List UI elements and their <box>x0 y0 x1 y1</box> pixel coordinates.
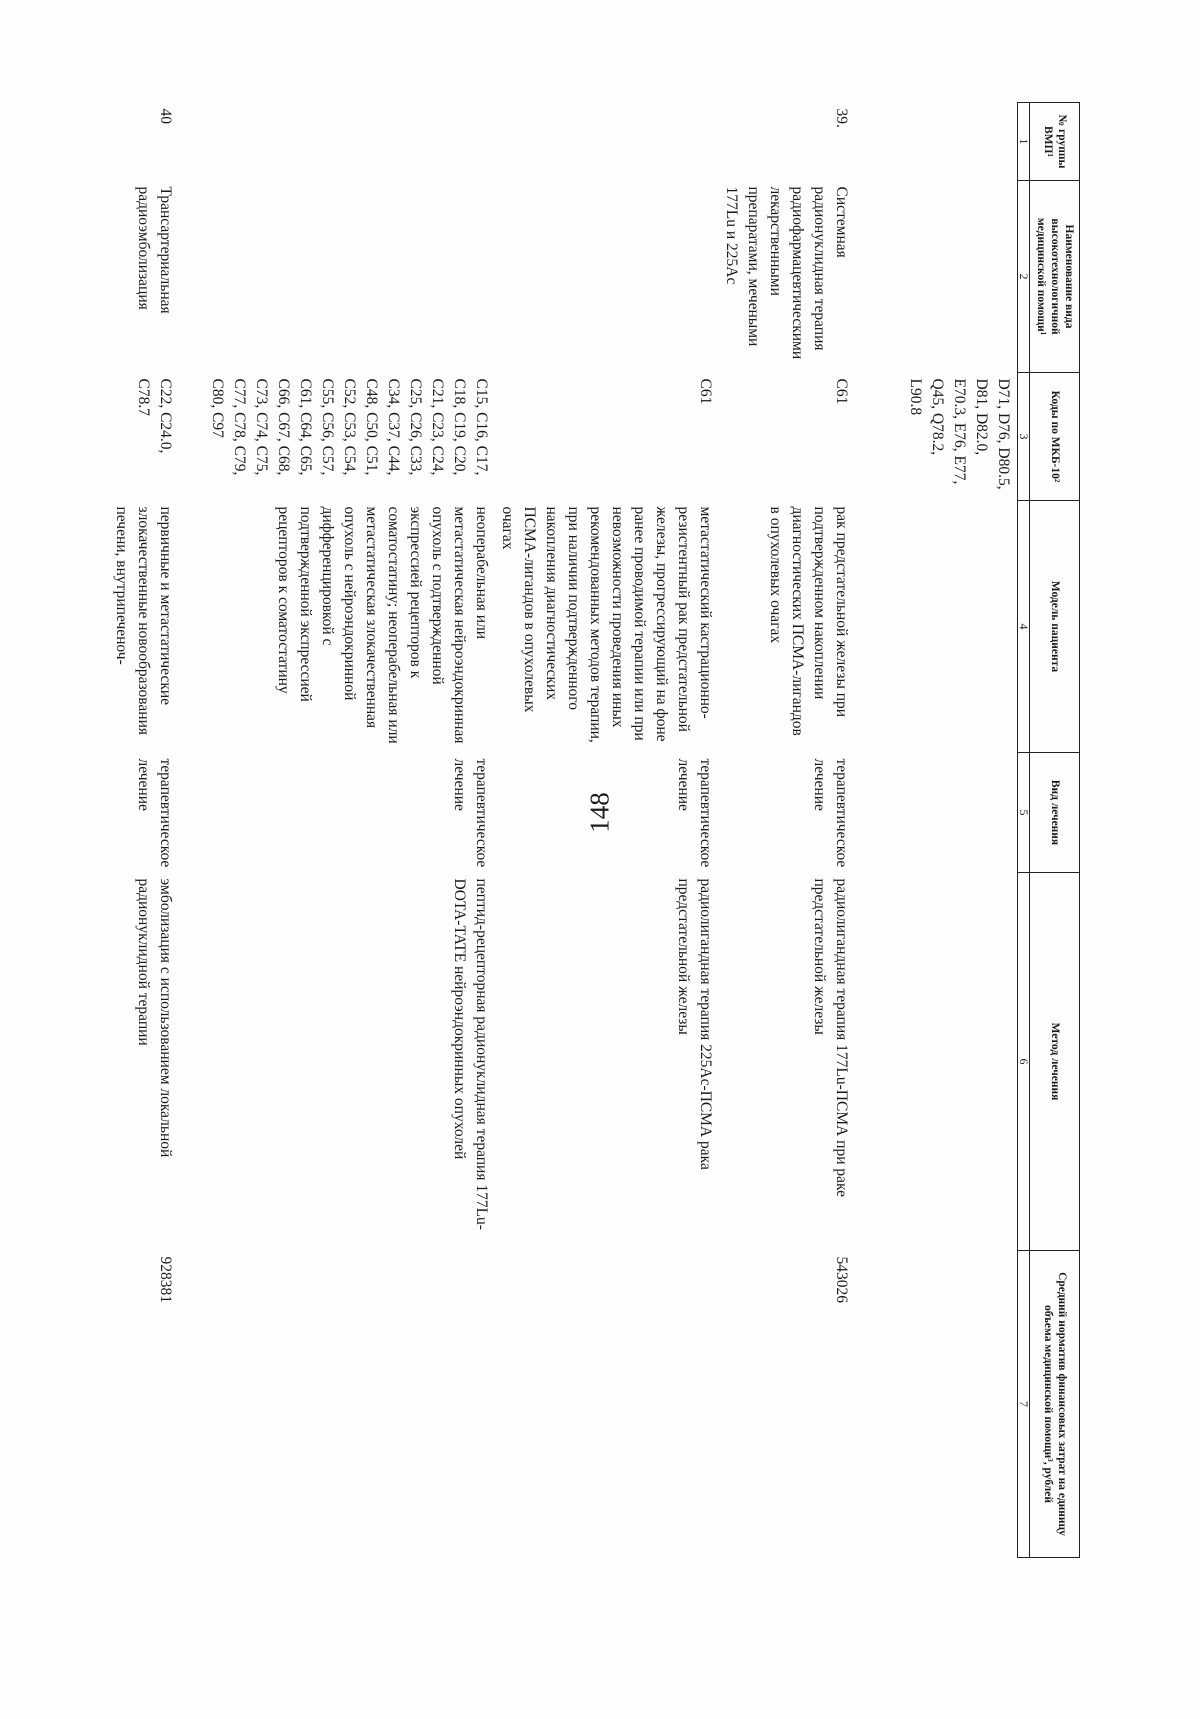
patient-model-cell: первичные и метастатические злокачественные новообразования печени, внутрипеченоч- <box>112 506 174 736</box>
table-row <box>108 103 204 1558</box>
treatment-type-cell: терапевтическое лечение <box>450 758 490 868</box>
column-number: 7 <box>1017 1251 1029 1558</box>
treatment-type-cell: терапевтическое лечение <box>134 758 174 868</box>
icd-codes-cell: C15, C16, C17, C18, C19, C20, C21, C23, C24, C25, C26, C33, C34, C37, C44, C48, C50, C51, C52, C53, C54, C55, C56, C57, C61, C64, C65, C66, C67, C68, C73, C74, C75, C77, C78, C79, C80, C97 <box>208 378 490 476</box>
column-number: 6 <box>1017 873 1029 1251</box>
patient-model-cell: метастатический кастрационно-резистентный рак предстательной железы, прогрессирующий на фоне ранее проводимой терапии или при невозможности проведения иных рекомендованных методов терапии, при наличии подтвержденного накопления диагностических ПСМА-лигандов в опухолевых очагах <box>498 506 714 743</box>
icd-codes-cell: C61 <box>832 378 850 405</box>
header-patient-model: Модель пациента <box>1029 501 1079 753</box>
header-treatment-method: Метод лечения <box>1029 873 1079 1251</box>
page-number: 148 <box>584 792 615 833</box>
header-treatment-type: Вид лечения <box>1029 753 1079 873</box>
column-number: 4 <box>1017 501 1029 753</box>
vmp-table <box>108 102 1080 1558</box>
vmp-name-cell: Системная радионуклидная терапия радиофармацевтическими лекарственными препаратами, мечеными 177Lu и 225Ac <box>722 186 850 360</box>
table-sheet <box>112 102 1080 1557</box>
treatment-method-cell: радиолигандная терапия 177Lu-ПСМА при раке предстательной железы <box>810 878 850 1198</box>
table-row <box>718 103 902 1558</box>
patient-model-cell: неоперабельная или метастатическая нейроэндокринная опухоль с подтвержденной экспрессией рецепторов к соматостатину; неоперабельная или метастатическая злокачественная опухоль с нейроэндокринной дифференцировкой с подтвержденной экспрессией рецепторов к соматостатину <box>274 506 490 744</box>
header-row <box>1029 103 1079 1558</box>
treatment-type-cell: терапевтическое лечение <box>674 758 714 868</box>
column-number: 2 <box>1017 181 1029 373</box>
header-icd-codes: Коды по МКБ-10² <box>1029 373 1079 501</box>
header-cost: Средний норматив финансовых затрат на единицу объема медицинской помощи³, рублей <box>1029 1251 1079 1558</box>
column-number: 5 <box>1017 753 1029 873</box>
column-number: 3 <box>1017 373 1029 501</box>
group-number-cell: 39. <box>832 108 850 128</box>
patient-model-cell: рак предстательной железы при подтвержденном накоплении диагностических ПСМА-лигандов в опухолевых очагах <box>766 506 850 736</box>
header-group-number: № группы ВМП¹ <box>1029 103 1079 181</box>
treatment-method-cell: пептид-рецепторная радионуклидная терапия 177Lu-DOTA-TATE нейроэндокринных опухолей <box>450 878 490 1230</box>
treatment-method-cell: эмболизация с использованием локальной радионуклидной терапии <box>134 878 174 1158</box>
icd-codes-cell: C61 <box>696 378 714 405</box>
table-row <box>494 103 718 1558</box>
cost-cell: 928381 <box>156 1256 174 1303</box>
column-number-row <box>1017 103 1029 1558</box>
table-row <box>902 103 1018 1558</box>
column-number: 1 <box>1017 103 1029 181</box>
group-number-cell: 40 <box>156 108 174 124</box>
table-row <box>204 103 494 1558</box>
treatment-type-cell: терапевтическое лечение <box>810 758 850 868</box>
treatment-method-cell: радиолигандная терапия 225Ac-ПСМА рака предстательной железы <box>674 878 714 1170</box>
cost-cell: 543026 <box>832 1256 850 1303</box>
vmp-name-cell: Трансартериальная радиоэмболизация <box>134 186 174 314</box>
icd-codes-cell: C22, C24.0, C78.7 <box>134 378 174 454</box>
icd-codes-cell: D71, D76, D80.5, D81, D82.0, E70.3, E76, E77, Q45, Q78.2, L90.8 <box>906 378 1012 490</box>
header-vmp-name: Наименование вида высокотехнологичной медицинской помощи¹ <box>1029 181 1079 373</box>
